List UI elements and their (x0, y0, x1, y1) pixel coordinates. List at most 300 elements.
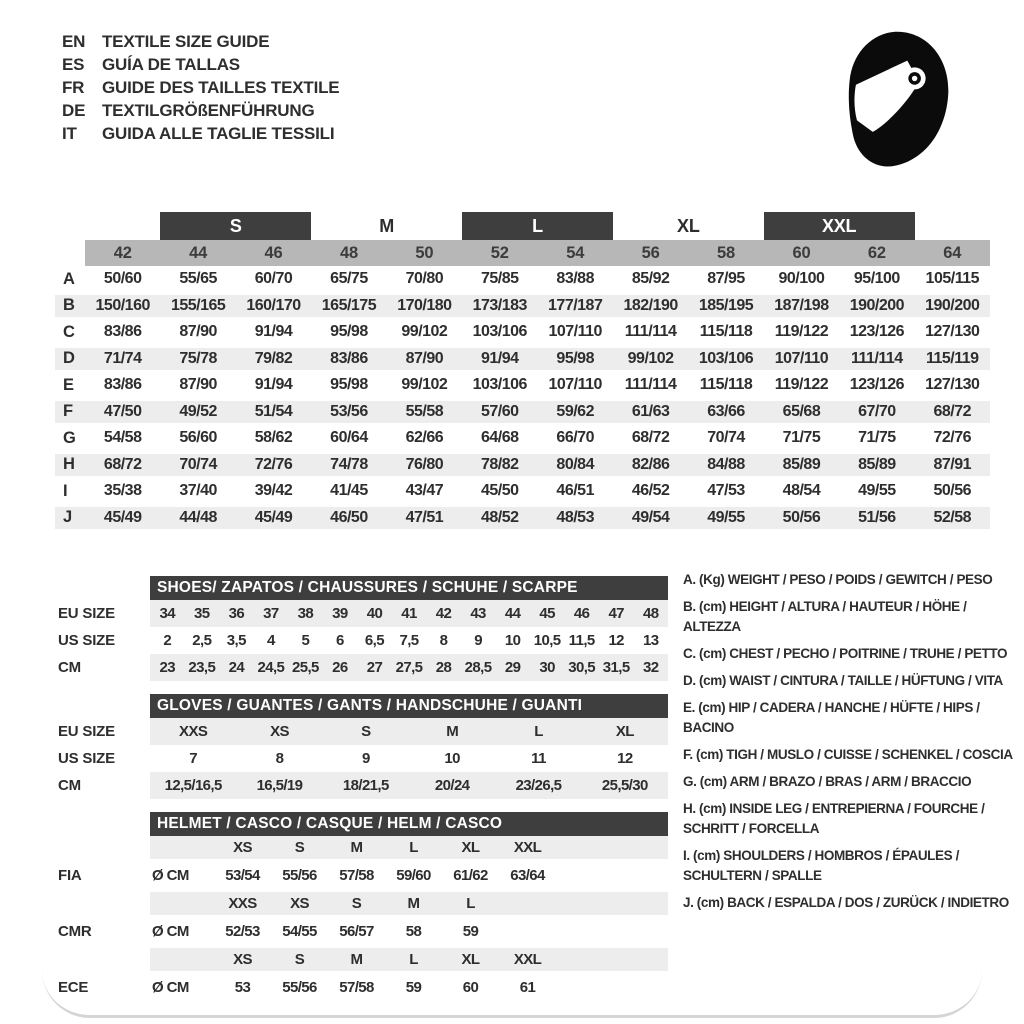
measurement-cell: 43/47 (405, 482, 444, 500)
language-title-list (62, 30, 339, 145)
size-cell: 36 (228, 605, 245, 622)
measurement-cell: 123/126 (849, 323, 905, 341)
size-cell: 5 (301, 632, 310, 649)
language-code: IT (62, 123, 77, 143)
size-cell: 12 (617, 750, 633, 767)
row-label: EU SIZE (58, 605, 115, 622)
measurement-cell: 67/70 (858, 402, 896, 420)
shoes-size-table (58, 576, 668, 681)
size-cell: 23,5 (188, 659, 216, 676)
size-cell: 10,5 (533, 632, 561, 649)
measurement-cell: 90/100 (778, 270, 825, 288)
row-cells (150, 600, 668, 627)
size-cell: 30 (539, 659, 555, 676)
measurement-cell: 83/86 (330, 349, 368, 367)
helmet-size-cell: 61 (519, 979, 536, 996)
measurement-cell: 165/175 (321, 296, 377, 314)
language-code: DE (62, 100, 86, 120)
size-cell: XL (615, 723, 634, 740)
measurement-cell: 62/66 (405, 429, 444, 447)
measurement-cell: 87/95 (707, 270, 745, 288)
certification-label: FIA (58, 867, 82, 884)
measurement-cell: 65/75 (330, 270, 368, 288)
measurement-cell: 78/82 (481, 455, 519, 473)
row-cells (150, 892, 668, 915)
measurement-cell: 75/78 (179, 349, 217, 367)
helmet-size-row (58, 892, 668, 915)
measurement-cell: 70/74 (179, 455, 217, 473)
measurement-cell: 47/50 (103, 402, 142, 420)
size-cell: 4 (266, 632, 275, 649)
size-cell: 34 (159, 605, 176, 622)
measurement-cell: 45/50 (481, 482, 519, 500)
measurement-cell: 53/56 (330, 402, 368, 420)
size-cell: 45 (539, 605, 555, 622)
size-cell: 23 (159, 659, 176, 676)
measurement-cell: 60/64 (330, 429, 368, 447)
legend-item: D. (cm) WAIST / CINTURA / TAILLE / HÜFTUNG / VITA (683, 673, 1003, 688)
measurement-cell: 46/52 (631, 482, 670, 500)
helmet-size-header: XL (461, 839, 480, 856)
size-row (58, 772, 668, 799)
measurement-cell: 54/58 (103, 429, 142, 447)
size-cell: 10 (444, 750, 460, 767)
language-code: EN (62, 31, 86, 51)
row-label: J (63, 508, 72, 527)
row-label: I (63, 481, 68, 500)
size-cell: 7 (189, 750, 198, 767)
measurement-cell: 103/106 (472, 376, 527, 394)
measurement-cell: 35/38 (103, 482, 142, 500)
row-label: D (63, 349, 75, 368)
size-cell: 40 (366, 605, 383, 622)
language-title: GUIDE DES TAILLES TEXTILE (102, 77, 340, 97)
size-cell: 20/24 (434, 777, 470, 794)
row-cells (150, 654, 668, 681)
measurement-cell: 177/187 (548, 296, 603, 314)
helmet-size-header: M (350, 951, 363, 968)
size-cell: 9 (361, 750, 370, 767)
measurement-cell: 49/52 (179, 402, 217, 420)
size-cell: 16,5/19 (256, 777, 303, 794)
measurement-row (55, 293, 990, 320)
size-row (58, 654, 668, 681)
size-cell: 28,5 (464, 659, 492, 676)
measurement-cell: 84/88 (707, 455, 745, 473)
measurement-cell: 99/102 (627, 349, 674, 367)
measurement-row (55, 505, 990, 532)
row-label: EU SIZE (58, 723, 115, 740)
measurement-cell: 50/56 (933, 482, 972, 500)
card-bottom-border (42, 958, 982, 1018)
size-cell: 29 (504, 659, 521, 676)
certification-label: ECE (58, 979, 89, 996)
size-cell: 2 (163, 632, 172, 649)
measurement-row (55, 452, 990, 479)
language-row (62, 99, 339, 122)
size-column-header: 52 (462, 240, 537, 266)
helmet-size-row (58, 836, 668, 859)
measurement-cell: 74/78 (330, 455, 368, 473)
measurement-cell: 71/74 (103, 349, 142, 367)
language-code: ES (62, 54, 85, 74)
measurement-cell: 47/53 (707, 482, 745, 500)
language-title: GUÍA DE TALLAS (102, 54, 240, 74)
measurement-cell: 187/198 (774, 296, 829, 314)
measurement-cell: 83/86 (103, 323, 142, 341)
row-cells (150, 772, 668, 799)
row-label: A (63, 269, 75, 288)
language-row (62, 76, 339, 99)
row-label (58, 892, 150, 915)
measurement-cell: 105/115 (925, 270, 979, 288)
helmet-size-cell: 53 (234, 979, 251, 996)
measurement-cell: 99/102 (401, 376, 448, 394)
size-cell: S (361, 723, 371, 740)
measurement-cell: 56/60 (179, 429, 217, 447)
size-cell: 24,5 (257, 659, 285, 676)
measurement-cell: 83/86 (103, 376, 142, 394)
helmet-size-header: S (351, 895, 362, 912)
measurement-cell: 190/200 (925, 296, 980, 314)
helmet-size-cell: 58 (405, 923, 422, 940)
helmet-size-header: L (409, 951, 418, 968)
textile-size-table (55, 212, 990, 531)
size-cell: 12,5/16,5 (164, 777, 222, 794)
measurement-cell: 65/68 (782, 402, 821, 420)
diameter-unit: Ø CM (152, 923, 189, 940)
size-cell: 28 (435, 659, 452, 676)
size-column-header: 54 (537, 240, 612, 266)
language-row (62, 53, 339, 76)
language-title: TEXTILGRÖßENFÜHRUNG (102, 100, 315, 120)
size-cell: 8 (439, 632, 448, 649)
measurement-cell: 87/90 (405, 349, 444, 367)
measurement-cell: 68/72 (933, 402, 972, 420)
measurement-cell: 51/54 (254, 402, 293, 420)
size-band-l: L (462, 212, 613, 240)
measurement-row (55, 478, 990, 505)
size-cell: 24 (228, 659, 245, 676)
size-band-s: S (160, 212, 311, 240)
measurement-cell: 41/45 (330, 482, 368, 500)
row-label: US SIZE (58, 632, 115, 649)
row-label: F (63, 402, 73, 421)
measurement-cell: 71/75 (858, 429, 896, 447)
measurement-cell: 150/160 (95, 296, 150, 314)
measurement-cell: 185/195 (698, 296, 754, 314)
measurement-cell: 95/98 (556, 349, 594, 367)
size-row (58, 627, 668, 654)
measurement-cell: 49/55 (707, 508, 745, 526)
measurement-cell: 70/74 (707, 429, 745, 447)
racing-helmet-icon (838, 26, 964, 178)
size-cell: 37 (263, 605, 279, 622)
row-label: CM (58, 659, 81, 676)
helmet-size-cell: 57/58 (339, 867, 374, 884)
helmet-size-header: XXL (513, 951, 542, 968)
row-cells (150, 718, 668, 745)
size-cell: M (446, 723, 459, 740)
size-row (58, 745, 668, 772)
legend-item: J. (cm) BACK / ESPALDA / DOS / ZURÜCK / INDIETRO (683, 895, 1009, 910)
measurement-cell: 70/80 (405, 270, 444, 288)
size-cell: 43 (470, 605, 486, 622)
measurement-cell: 99/102 (401, 323, 448, 341)
row-label: G (63, 428, 76, 447)
size-cell: 44 (504, 605, 521, 622)
measurement-cell: 103/106 (472, 323, 527, 341)
measurement-cell: 55/58 (405, 402, 444, 420)
measurement-cell: 50/56 (782, 508, 821, 526)
measurement-cell: 63/66 (707, 402, 745, 420)
legend-item: G. (cm) ARM / BRAZO / BRAS / ARM / BRACCIO (683, 774, 972, 789)
measurement-cell: 111/114 (624, 376, 677, 394)
measurement-cell: 95/98 (330, 323, 368, 341)
language-row (62, 122, 339, 145)
measurement-cell: 39/42 (254, 482, 293, 500)
size-cell: 47 (608, 605, 624, 622)
size-column-header: 44 (160, 240, 235, 266)
helmet-value-row (58, 859, 668, 892)
size-cell: 13 (642, 632, 659, 649)
measurement-cell: 37/40 (179, 482, 217, 500)
helmet-size-header: M (407, 895, 420, 912)
shoes-table-title: SHOES/ ZAPATOS / CHAUSSURES / SCHUHE / SCARPE (150, 576, 668, 600)
language-title: TEXTILE SIZE GUIDE (102, 31, 270, 51)
measurement-cell: 50/60 (103, 270, 142, 288)
helmet-size-header: L (466, 895, 475, 912)
size-column-header: 62 (839, 240, 914, 266)
measurement-cell: 82/86 (631, 455, 670, 473)
legend-item: E. (cm) HIP / CADERA / HANCHE / HÜFTE / HIPS / BACINO (683, 700, 980, 735)
measurement-row (55, 319, 990, 346)
measurement-cell: 182/190 (623, 296, 678, 314)
measurement-cell: 95/98 (330, 376, 368, 394)
size-cell: 41 (401, 605, 417, 622)
helmet-size-cell: 59/60 (396, 867, 431, 884)
legend-item: H. (cm) INSIDE LEG / ENTREPIERNA / FOURCHE / SCHRITT / FORCELLA (683, 801, 985, 836)
measurement-cell: 91/94 (254, 323, 293, 341)
measurement-cell: 49/54 (631, 508, 670, 526)
measurement-legend (683, 570, 1021, 920)
measurement-cell: 95/100 (853, 270, 900, 288)
size-cell: 10 (504, 632, 521, 649)
measurement-cell: 47/51 (405, 508, 444, 526)
measurement-cell: 79/82 (254, 349, 293, 367)
legend-item: F. (cm) TIGH / MUSLO / CUISSE / SCHENKEL / COSCIA (683, 747, 1013, 762)
helmet-size-cell: 55/56 (282, 867, 317, 884)
size-cell: 27 (366, 659, 383, 676)
helmet-size-cell: 52/53 (225, 923, 260, 940)
measurement-cell: 51/56 (858, 508, 896, 526)
measurement-cell: 55/65 (179, 270, 217, 288)
row-label: US SIZE (58, 750, 115, 767)
measurement-cell: 49/55 (858, 482, 896, 500)
measurement-row (55, 372, 990, 399)
size-column-header: 42 (85, 240, 160, 266)
measurement-cell: 123/126 (849, 376, 905, 394)
row-cells (150, 836, 668, 859)
language-code: FR (62, 77, 85, 97)
size-cell: 27,5 (395, 659, 423, 676)
row-cells (150, 915, 668, 948)
size-column-header: 56 (613, 240, 688, 266)
legend-item: C. (cm) CHEST / PECHO / POITRINE / TRUHE / PETTO (683, 646, 1008, 661)
size-column-header: 50 (387, 240, 462, 266)
size-cell: L (534, 723, 543, 740)
measurement-cell: 48/52 (481, 508, 519, 526)
measurement-cell: 52/58 (933, 508, 972, 526)
size-cell: 39 (332, 605, 348, 622)
size-cell: 32 (642, 659, 659, 676)
row-label: H (63, 455, 75, 474)
legend-item: I. (cm) SHOULDERS / HOMBROS / ÉPAULES / SCHULTERN / SPALLE (683, 848, 959, 883)
size-band-xl: XL (677, 215, 700, 236)
measurement-cell: 60/70 (254, 270, 293, 288)
size-cell: 18/21,5 (342, 777, 389, 794)
measurement-cell: 64/68 (481, 429, 519, 447)
size-cell: XS (270, 723, 289, 740)
size-band-xxl: XXL (764, 212, 915, 240)
size-band-m: M (379, 215, 395, 236)
size-column-header: 58 (688, 240, 763, 266)
measurement-cell: 45/49 (254, 508, 293, 526)
measurement-cell: 111/114 (624, 323, 677, 341)
gloves-table-title: GLOVES / GUANTES / GANTS / HANDSCHUHE / GUANTI (150, 694, 668, 718)
measurement-cell: 87/90 (179, 376, 217, 394)
size-cell: 3,5 (226, 632, 246, 649)
measurement-cell: 170/180 (397, 296, 452, 314)
measurement-cell: 46/50 (330, 508, 368, 526)
size-cell: XXS (179, 723, 208, 740)
measurement-cell: 85/89 (858, 455, 896, 473)
measurement-cell: 87/91 (933, 455, 972, 473)
row-label: C (63, 322, 75, 341)
measurement-cell: 127/130 (925, 376, 980, 394)
measurement-cell: 80/84 (556, 455, 594, 473)
size-cell: 25,5/30 (601, 777, 648, 794)
helmet-size-cell: 54/55 (282, 923, 317, 940)
size-row (58, 600, 668, 627)
helmet-size-cell: 60 (462, 979, 479, 996)
size-cell: 38 (297, 605, 314, 622)
measurement-cell: 190/200 (849, 296, 905, 314)
helmet-size-header: S (294, 839, 305, 856)
language-title: GUIDA ALLE TAGLIE TESSILI (102, 123, 335, 143)
size-cell: 6,5 (364, 632, 384, 649)
language-row (62, 30, 339, 53)
measurement-cell: 76/80 (405, 455, 444, 473)
helmet-size-cell: 59 (405, 979, 422, 996)
measurement-cell: 107/110 (548, 376, 602, 394)
measurement-cell: 48/54 (782, 482, 821, 500)
measurement-cell: 44/48 (179, 508, 217, 526)
measurement-cell: 107/110 (548, 323, 602, 341)
size-number-row (55, 240, 990, 266)
legend-item: B. (cm) HEIGHT / ALTURA / HAUTEUR / HÖHE / ALTEZZA (683, 599, 967, 634)
measurement-cell: 45/49 (103, 508, 142, 526)
size-row (58, 718, 668, 745)
row-cells (150, 745, 668, 772)
measurement-cell: 46/51 (556, 482, 594, 500)
measurement-cell: 107/110 (774, 349, 829, 367)
helmet-size-header: XXL (513, 839, 542, 856)
size-cell: 46 (573, 605, 590, 622)
measurement-row (55, 266, 990, 293)
measurement-row (55, 399, 990, 426)
size-cell: 11,5 (568, 632, 595, 649)
size-cell: 8 (275, 750, 284, 767)
diameter-unit: Ø CM (152, 979, 189, 996)
measurement-cell: 58/62 (254, 429, 293, 447)
measurement-cell: 61/63 (631, 402, 670, 420)
helmet-size-header: XS (290, 895, 309, 912)
helmet-size-cell: 55/56 (282, 979, 317, 996)
size-band-row (55, 212, 990, 240)
helmet-size-cell: 63/64 (510, 867, 545, 884)
helmet-size-header: XXS (228, 895, 257, 912)
size-cell: 26 (332, 659, 348, 676)
measurement-cell: 160/170 (246, 296, 301, 314)
helmet-size-header: XS (233, 839, 252, 856)
row-cells (150, 627, 668, 654)
helmet-size-header: M (350, 839, 363, 856)
measurement-cell: 115/119 (925, 349, 979, 367)
measurement-row (55, 346, 990, 373)
measurement-cell: 91/94 (481, 349, 519, 367)
row-label (58, 836, 150, 859)
size-column-header: 64 (915, 240, 990, 266)
measurement-cell: 119/122 (774, 376, 829, 394)
measurement-cell: 91/94 (254, 376, 293, 394)
certification-label: CMR (58, 923, 92, 940)
measurement-cell: 68/72 (103, 455, 142, 473)
measurement-cell: 103/106 (698, 349, 754, 367)
measurement-cell: 119/122 (774, 323, 829, 341)
size-cell: 25,5 (291, 659, 319, 676)
size-cell: 12 (608, 632, 624, 649)
helmet-size-cell: 56/57 (339, 923, 374, 940)
row-label: B (63, 296, 75, 315)
size-cell: 7,5 (399, 632, 419, 649)
helmet-size-header: XS (233, 951, 252, 968)
measurement-cell: 155/165 (170, 296, 226, 314)
measurement-cell: 83/88 (556, 270, 594, 288)
measurement-cell: 115/118 (699, 323, 753, 341)
size-cell: 2,5 (192, 632, 212, 649)
measurement-cell: 173/183 (472, 296, 527, 314)
size-cell: 31,5 (602, 659, 630, 676)
row-cells (150, 859, 668, 892)
helmet-size-header: L (409, 839, 418, 856)
measurement-cell: 59/62 (556, 402, 594, 420)
measurement-cell: 48/53 (556, 508, 594, 526)
helmet-size-header: XL (461, 951, 480, 968)
measurement-row (55, 425, 990, 452)
helmet-size-cell: 57/58 (339, 979, 374, 996)
size-cell: 6 (336, 632, 344, 649)
measurement-cell: 85/92 (631, 270, 670, 288)
measurement-cell: 75/85 (481, 270, 519, 288)
measurement-cell: 85/89 (782, 455, 821, 473)
size-column-header: 48 (311, 240, 386, 266)
size-column-header: 46 (236, 240, 311, 266)
helmet-table-title: HELMET / CASCO / CASQUE / HELM / CASCO (150, 812, 668, 836)
size-cell: 23/26,5 (515, 777, 562, 794)
size-cell: 30,5 (568, 659, 596, 676)
row-label: CM (58, 777, 81, 794)
